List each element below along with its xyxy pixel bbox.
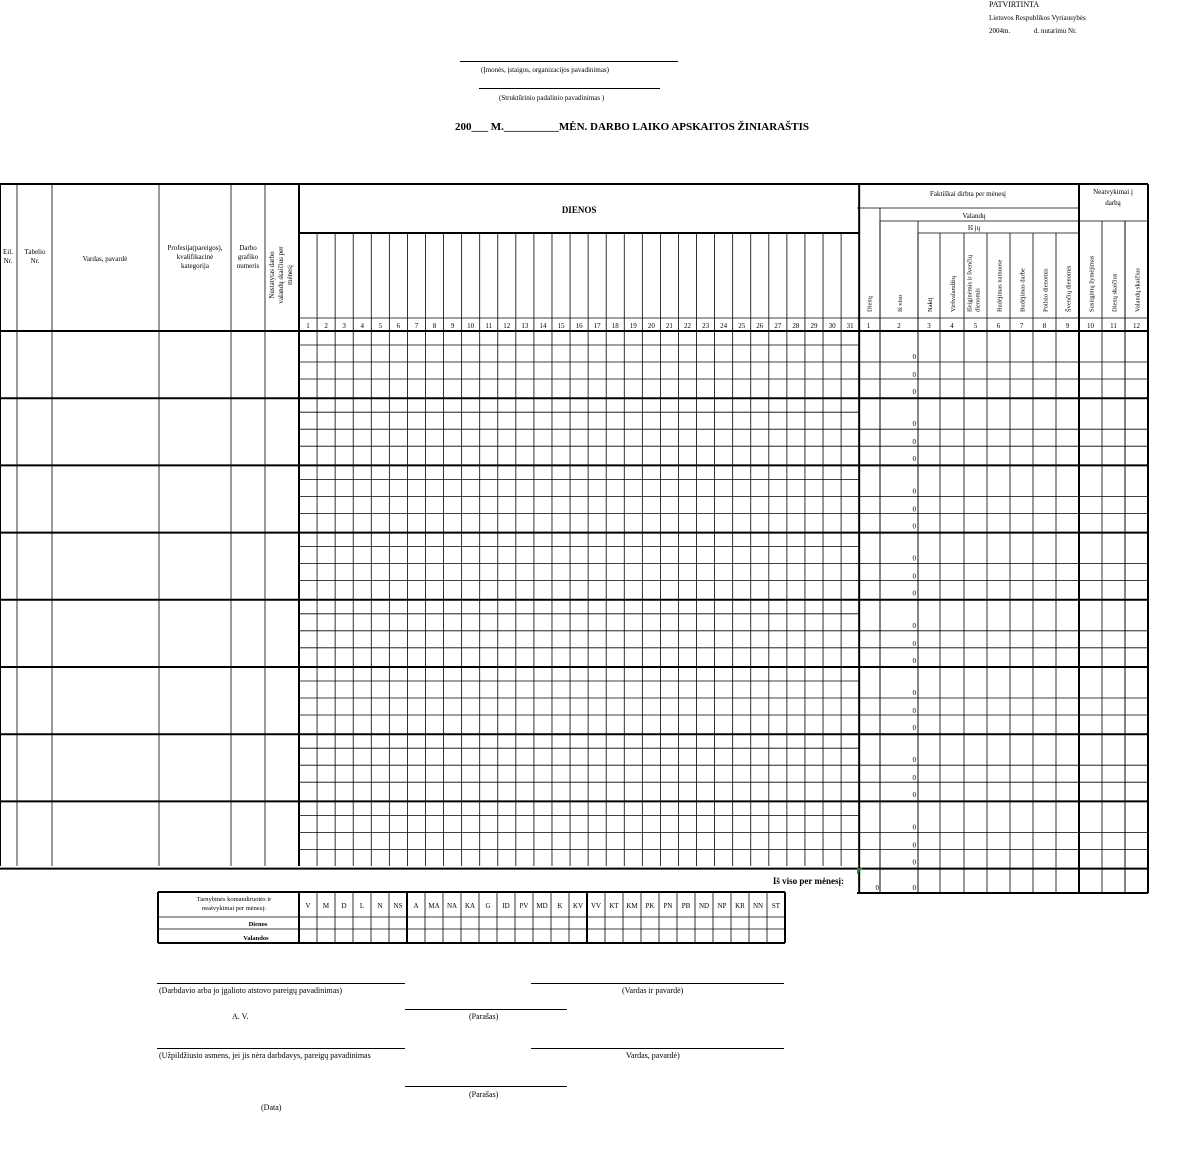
total-hours-zero: 0: [912, 505, 916, 514]
employer-caption: (Darbdavio arba jo įgalioto atstovo pareigų pavadinimas): [159, 986, 343, 995]
day-number: 10: [467, 322, 475, 330]
total-hours-zero: 0: [912, 823, 916, 832]
col-vardas-header: Vardas, pavardė: [82, 255, 128, 263]
legend-code: MA: [428, 902, 440, 910]
total-hours-zero: 0: [912, 589, 916, 598]
day-number: 4: [360, 322, 364, 330]
approval-line1: Lietuvos Respublikos Vyriausybės: [989, 14, 1086, 22]
sum-col-number: 5: [973, 322, 978, 330]
col-tabelio-header: Tabelio: [24, 248, 46, 256]
legend-code: NN: [752, 902, 764, 910]
legend-code: ND: [698, 902, 710, 910]
legend-code: KR: [735, 902, 745, 910]
sum-col-header: Švenčių dienomis: [1065, 265, 1073, 312]
day-number: 9: [450, 322, 455, 330]
sum-col-number: 12: [1133, 322, 1140, 330]
dienos-header: DIENOS: [561, 205, 597, 215]
legend-code: PB: [681, 902, 691, 910]
sum-col-header: Dienų: [866, 296, 874, 312]
neatvykimai-header: darbą: [1105, 199, 1121, 207]
av-label: A. V.: [232, 1012, 249, 1021]
faktiskai-header: Faktiškai dirbta per mėnesį: [929, 190, 1007, 198]
name-caption-1: (Vardas ir pavardė): [622, 986, 684, 995]
day-number: 18: [611, 322, 619, 330]
total-hours-zero: 0: [912, 689, 916, 697]
total-hours-zero: 0: [912, 554, 916, 563]
col-profesija-header: kategorija: [181, 262, 209, 270]
sum-col-header: Susirgimų žymėjimas: [1088, 255, 1096, 312]
legend-code: D: [341, 902, 347, 910]
legend-code: KM: [626, 902, 638, 910]
total-hours-zero: 0: [912, 841, 916, 850]
sum-col-number: 10: [1087, 322, 1094, 330]
sum-col-number: 4: [950, 322, 954, 330]
total-hours-zero: 0: [912, 572, 916, 581]
day-number: 28: [792, 322, 800, 330]
sum-col-number: 6: [996, 322, 1001, 330]
sum-col-header: Išeiginėmis ir švenčių: [966, 254, 974, 312]
day-number: 29: [810, 322, 818, 330]
org-caption: (Įmonės, įstaigos, organizacijos pavadinimas): [481, 66, 609, 74]
valandu-header: Valandų: [962, 212, 986, 220]
day-number: 6: [396, 322, 401, 330]
legend-code: PV: [519, 902, 529, 910]
day-number: 14: [539, 322, 547, 330]
page-title: 200___ M.__________MĖN. DARBO LAIKO APSKAITOS ŽINIARAŠTIS: [455, 121, 809, 133]
sum-col-header: Valandų skaičius: [1134, 268, 1142, 312]
is-viso-label: Iš viso per mėnesį:: [772, 876, 844, 886]
total-hours-zero: 0: [912, 621, 916, 630]
col-profesija-header: kvalifikacinė: [176, 253, 214, 261]
legend-code: VV: [590, 902, 602, 910]
dept-caption: (Struktūrinio padalinio pavadinimas ): [499, 94, 605, 102]
day-number: 11: [485, 322, 493, 330]
day-number: 23: [702, 322, 710, 330]
day-number: 27: [774, 322, 782, 330]
filler-line: [157, 1048, 405, 1049]
sum-col-number: 9: [1065, 322, 1070, 330]
sum-col-number: 2: [897, 322, 901, 330]
legend-code: L: [359, 902, 365, 910]
day-number: 30: [828, 322, 836, 330]
day-number: 12: [503, 322, 511, 330]
approval-title: PATVIRTINTA: [989, 0, 1040, 9]
sum-col-header: Budėjimas namuose: [996, 259, 1004, 312]
legend-code: KA: [464, 902, 476, 910]
sum-col-header: Iš viso: [897, 294, 904, 312]
legend-code: NA: [446, 902, 458, 910]
date-caption: (Data): [261, 1103, 282, 1112]
legend-code: ST: [771, 902, 781, 910]
day-number: 17: [593, 322, 601, 330]
day-number: 1: [306, 322, 310, 330]
col-profesija-header: Profesija(pareigos),: [167, 244, 223, 252]
col-grafikas-header: grafiko: [237, 253, 259, 261]
legend-code: KV: [572, 902, 584, 910]
day-number: 31: [846, 322, 854, 330]
signature-caption-2: (Parašas): [469, 1090, 499, 1099]
legend-code: NS: [393, 902, 403, 910]
col-eil-header: Eil.: [3, 248, 13, 256]
signature-line-2: [405, 1086, 567, 1087]
legend-code: N: [377, 902, 383, 910]
total-hours-zero: 0: [912, 707, 916, 715]
sum-col-number: 11: [1110, 322, 1117, 330]
legend-code: M: [322, 902, 330, 910]
day-number: 24: [720, 322, 728, 330]
is-viso-days: 0: [875, 884, 879, 892]
day-number: 19: [629, 322, 637, 330]
is-viso-hours: 0: [912, 884, 916, 892]
day-number: 2: [324, 322, 328, 330]
total-hours-zero: 0: [912, 420, 916, 429]
day-number: 8: [432, 322, 437, 330]
legend-code: K: [557, 902, 563, 910]
legend-code: PK: [645, 902, 655, 910]
total-hours-zero: 0: [912, 791, 916, 800]
col-grafikas-header: Darbo: [239, 244, 257, 252]
sum-col-number: 7: [1019, 322, 1024, 330]
total-hours-zero: 0: [912, 639, 916, 648]
total-hours-zero: 0: [912, 724, 916, 732]
day-number: 15: [557, 322, 565, 330]
day-number: 21: [665, 322, 673, 330]
total-hours-zero: 0: [912, 656, 916, 665]
day-number: 26: [756, 322, 764, 330]
total-hours-zero: 0: [912, 438, 916, 447]
name-line-1: [531, 983, 784, 984]
legend-row-dienos: Dienos: [248, 921, 268, 928]
total-hours-zero: 0: [912, 858, 916, 867]
day-number: 20: [647, 322, 655, 330]
legend-code: G: [485, 902, 491, 910]
approval-line2a: 2004m.: [989, 27, 1011, 35]
sum-col-number: 1: [866, 322, 871, 330]
col-nustatytas-header: Nustatytas darbo: [268, 251, 276, 299]
legend-caption: Tarnybinės komandiruotės ir: [196, 896, 272, 903]
sum-col-header: Budėjimas darbe: [1019, 268, 1027, 312]
col-grafikas-header: numeris: [236, 262, 260, 270]
total-hours-zero: 0: [912, 487, 916, 496]
legend-caption: neatvykimai per mėnesį:: [202, 905, 266, 912]
signature-line-1: [405, 1009, 567, 1010]
total-hours-zero: 0: [912, 774, 916, 783]
sum-col-header: dienomis: [974, 288, 982, 312]
sum-col-header: Poilsio dienomis: [1042, 268, 1050, 312]
employer-line: [157, 983, 405, 984]
total-hours-zero: 0: [912, 371, 916, 379]
approval-line2b: d. nutarimu Nr.: [1034, 27, 1077, 35]
col-eil-header: Nr.: [3, 257, 13, 265]
sum-col-number: 8: [1042, 322, 1047, 330]
sum-col-header: Naktį: [927, 297, 934, 312]
legend-code: A: [413, 902, 419, 910]
total-hours-zero: 0: [912, 353, 916, 361]
name-line-2: [531, 1048, 784, 1049]
legend-code: PN: [663, 902, 673, 910]
legend-code: KT: [609, 902, 619, 910]
legend-row-valandos: Valandos: [243, 935, 269, 942]
day-number: 22: [684, 322, 692, 330]
sum-col-header: Viršvalandžių: [950, 275, 957, 312]
total-hours-zero: 0: [912, 756, 916, 765]
signature-caption-1: (Parašas): [469, 1012, 499, 1021]
col-nustatytas-header: mėnesį: [286, 265, 294, 285]
day-number: 7: [414, 322, 419, 330]
day-number: 16: [575, 322, 583, 330]
legend-code: MD: [536, 902, 548, 910]
legend-code: NP: [717, 902, 727, 910]
total-hours-zero: 0: [912, 388, 916, 396]
sum-col-number: 3: [927, 322, 931, 330]
col-nustatytas-header: valandų skaičius per: [277, 246, 285, 304]
legend-code: V: [305, 902, 311, 910]
total-hours-zero: 0: [912, 455, 916, 464]
total-hours-zero: 0: [912, 522, 916, 531]
sum-col-header: Dienų skaičius: [1111, 273, 1119, 312]
is-ju-header: Iš jų: [967, 224, 981, 232]
neatvykimai-header: Neatvykimai į: [1093, 188, 1133, 196]
day-number: 13: [521, 322, 529, 330]
day-number: 5: [378, 322, 383, 330]
day-number: 25: [738, 322, 746, 330]
filler-caption: (Užpildžiusio asmens, jei jis nėra darbdavys, pareigų pavadinimas: [159, 1051, 371, 1060]
legend-code: ID: [502, 902, 510, 910]
day-number: 3: [342, 322, 346, 330]
name-caption-2: Vardas, pavardė): [626, 1051, 680, 1060]
col-tabelio-header: Nr.: [30, 257, 40, 265]
